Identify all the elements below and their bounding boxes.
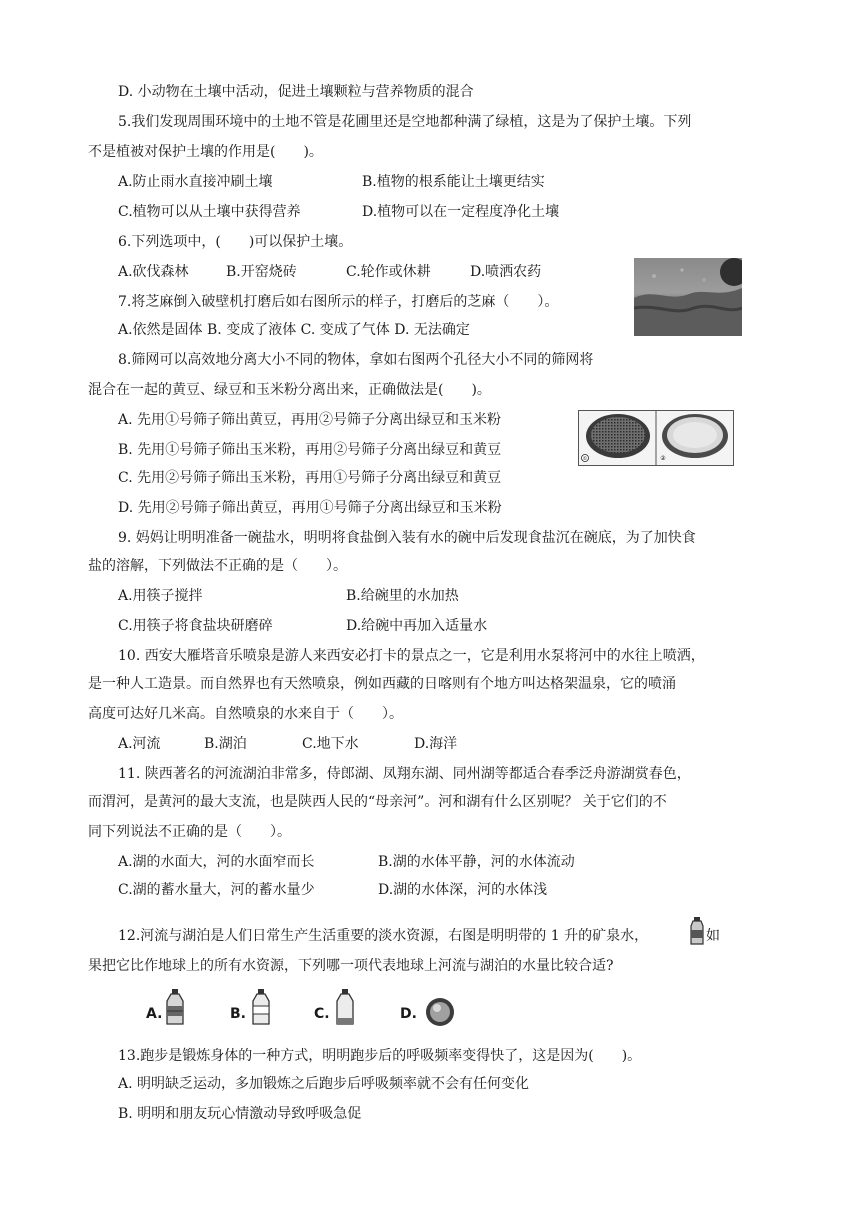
- q12-option-a-label: A.: [146, 1006, 163, 1022]
- q12-option-b-label: B.: [230, 1006, 246, 1022]
- q7-stem: 7.将芝麻倒入破壁机打磨后如右图所示的样子，打磨后的芝麻（ ）。: [118, 294, 559, 310]
- q10-stem-line1: 10. 西安大雁塔音乐喷泉是游人来西安必打卡的景点之一，它是利用水泵将河中的水往上喷洒，: [118, 648, 705, 664]
- bottle-option-a-icon: [164, 988, 186, 1026]
- q11-option-d: D.湖的水体深，河的水体浅: [378, 882, 548, 898]
- q9-option-c: C.用筷子将食盐块研磨碎: [118, 618, 273, 634]
- q10-stem-line2: 是一种人工造景。而自然界也有天然喷泉，例如西藏的日喀则有个地方叫达格架温泉，它的喷涌: [88, 676, 676, 692]
- q11-option-b: B.湖的水体平静，河的水体流动: [378, 854, 575, 870]
- q12-option-c-label: C.: [314, 1006, 330, 1022]
- q9-stem-line2: 盐的溶解，下列做法不正确的是（ ）。: [88, 558, 347, 574]
- q6-option-b: B.开窑烧砖: [226, 264, 297, 280]
- q5-option-d: D.植物可以在一定程度净化土壤: [362, 204, 560, 220]
- two-sieves-photo: [578, 410, 734, 466]
- q8-option-c: C. 先用②号筛子筛出玉米粉，再用①号筛子分离出绿豆和黄豆: [118, 470, 502, 486]
- q11-stem-line1: 11. 陕西著名的河流湖泊非常多，侍郎湖、凤翔东湖、同州湖等都适合春季泛舟游湖赏春色，: [118, 766, 691, 782]
- q13-option-b: B. 明明和朋友玩心情激动导致呼吸急促: [118, 1106, 362, 1122]
- q10-option-a: A.河流: [118, 736, 161, 752]
- q9-option-a: A.用筷子搅拌: [118, 588, 203, 604]
- q11-option-c: C.湖的蓄水量大，河的蓄水量少: [118, 882, 315, 898]
- q6-option-c: C.轮作或休耕: [346, 264, 431, 280]
- q8-stem-line1: 8.筛网可以高效地分离大小不同的物体，拿如右图两个孔径大小不同的筛网将: [118, 352, 594, 368]
- q5-option-c: C.植物可以从土壤中获得营养: [118, 204, 301, 220]
- q8-stem-line2: 混合在一起的黄豆、绿豆和玉米粉分离出来，正确做法是( )。: [88, 382, 491, 398]
- q10-option-c: C.地下水: [302, 736, 359, 752]
- q8-option-b: B. 先用①号筛子筛出玉米粉，再用②号筛子分离出绿豆和黄豆: [118, 442, 502, 458]
- q5-option-b: B.植物的根系能让土壤更结实: [362, 174, 545, 190]
- q12-option-d-label: D.: [400, 1006, 417, 1022]
- water-bottle-icon: [688, 916, 706, 946]
- q12-stem-line1: 12.河流与湖泊是人们日常生产生活重要的淡水资源，右图是明明带的 1 升的矿泉水，: [118, 928, 649, 944]
- q10-option-d: D.海洋: [414, 736, 458, 752]
- q5-stem-line1: 5.我们发现周围环境中的土地不管是花圃里还是空地都种满了绿植，这是为了保护土壤。下列: [118, 114, 692, 130]
- bottle-option-c-icon: [334, 988, 356, 1026]
- q5-stem-line2: 不是植被对保护土壤的作用是( )。: [88, 144, 323, 160]
- q13-option-a: A. 明明缺乏运动，多加锻炼之后跑步后呼吸频率就不会有任何变化: [118, 1076, 530, 1092]
- sieve-2-mark: ②: [660, 455, 666, 462]
- bottle-option-b-icon: [250, 988, 272, 1026]
- q7-options: A.依然是固体 B. 变成了液体 C. 变成了气体 D. 无法确定: [118, 322, 470, 338]
- q6-stem: 6.下列选项中，( )可以保护土壤。: [118, 234, 353, 250]
- q6-option-a: A.砍伐森林: [118, 264, 189, 280]
- q11-stem-line2: 而渭河，是黄河的最大支流，也是陕西人民的“母亲河”。河和湖有什么区别呢？ 关于它们的不: [88, 794, 667, 810]
- q10-option-b: B.湖泊: [204, 736, 247, 752]
- q12-stem-line1-end: 如: [706, 928, 720, 944]
- q10-stem-line3: 高度可达好几米高。自然喷泉的水来自于（ ）。: [88, 706, 403, 722]
- q8-option-a: A. 先用①号筛子筛出黄豆，再用②号筛子分离出绿豆和玉米粉: [118, 412, 502, 428]
- q9-stem-line1: 9. 妈妈让明明准备一碗盐水，明明将食盐倒入装有水的碗中后发现食盐沉在碗底，为了加快食: [118, 530, 696, 546]
- q13-stem: 13.跑步是锻炼身体的一种方式，明明跑步后的呼吸频率变得快了，这是因为( )。: [118, 1048, 642, 1064]
- q6-option-d: D.喷洒农药: [470, 264, 542, 280]
- water-drop-sphere-icon: [424, 996, 456, 1028]
- q11-option-a: A.湖的水面大，河的水面窄而长: [118, 854, 315, 870]
- sesame-paste-photo: [634, 258, 742, 336]
- q4-option-d: D. 小动物在土壤中活动，促进土壤颗粒与营养物质的混合: [118, 84, 474, 100]
- q5-option-a: A.防止雨水直接冲刷土壤: [118, 174, 273, 190]
- q11-stem-line3: 同下列说法不正确的是（ ）。: [88, 824, 291, 840]
- sieve-1-mark: ①: [582, 456, 588, 462]
- q8-option-d: D. 先用②号筛子筛出黄豆，再用①号筛子分离出绿豆和玉米粉: [118, 500, 502, 516]
- q9-option-b: B.给碗里的水加热: [346, 588, 459, 604]
- q9-option-d: D.给碗中再加入适量水: [346, 618, 488, 634]
- q12-stem-line2: 果把它比作地球上的所有水资源，下列哪一项代表地球上河流与湖泊的水量比较合适?: [88, 958, 614, 974]
